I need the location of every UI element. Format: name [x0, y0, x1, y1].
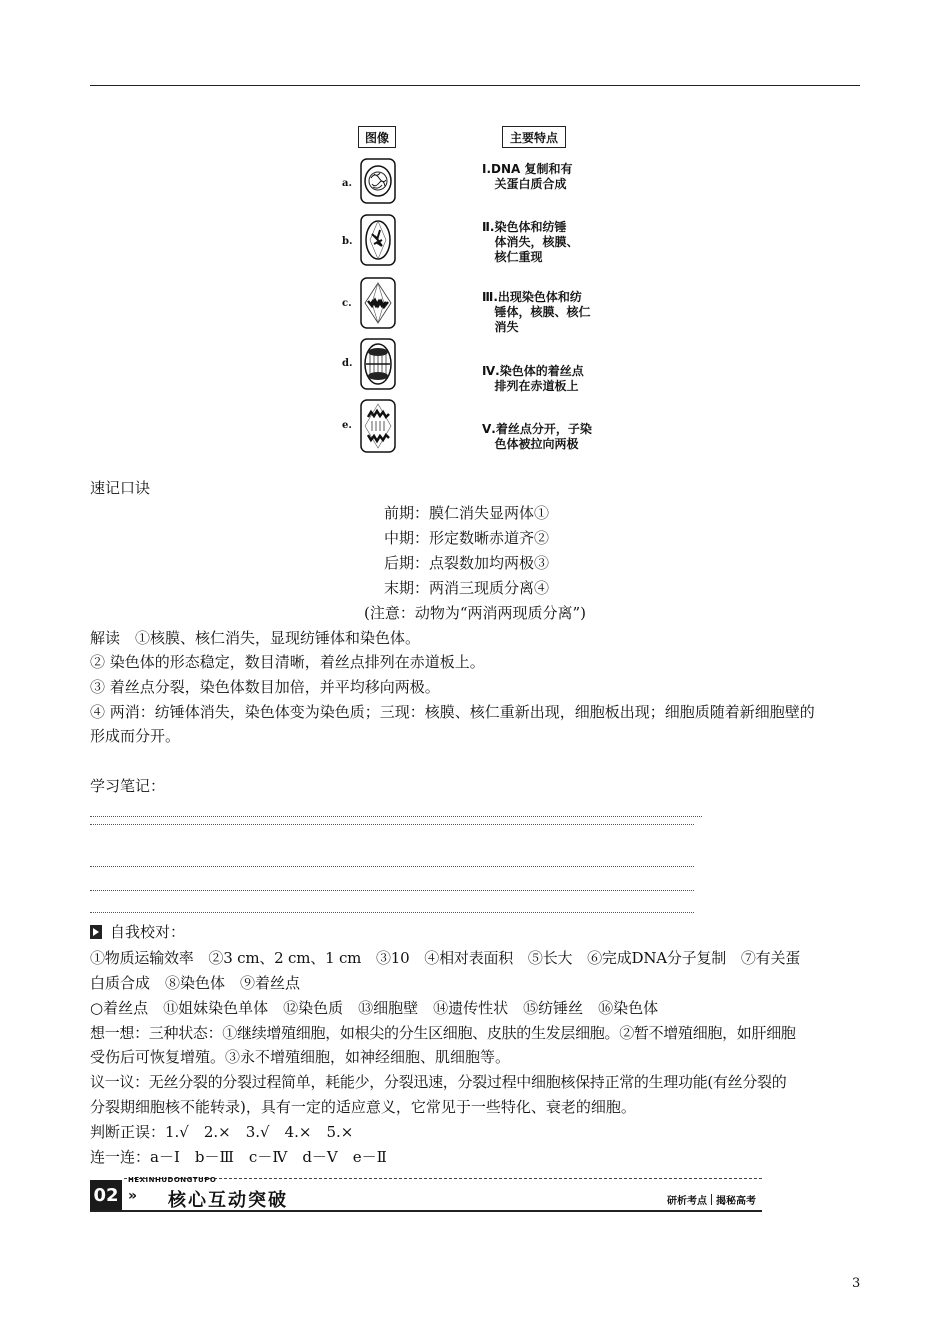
feature-3: Ⅲ.出现染色体和纺 锤体，核膜、核仁 消失: [482, 290, 591, 334]
self-check-title-text: 自我校对：: [110, 923, 186, 941]
self-check-line: 连一连：a－Ⅰ b－Ⅲ c－Ⅳ d－Ⅴ e－Ⅱ: [90, 1148, 387, 1166]
interpretation-line: 解读 ①核膜、核仁消失，显现纺锤体和染色体。: [90, 629, 421, 647]
tagline-separator: [711, 1194, 712, 1205]
mnemonic-line-telophase: 末期：两消三现质分离④: [384, 579, 550, 597]
self-check-line: 受伤后可恢复增殖。③永不增殖细胞，如神经细胞、肌细胞等。: [90, 1048, 511, 1066]
notes-line[interactable]: [90, 824, 694, 825]
feature-5: Ⅴ.着丝点分开，子染 色体被拉向两极: [482, 422, 592, 451]
self-check-line: 白质合成 ⑧染色体 ⑨着丝点: [90, 974, 301, 992]
mnemonic-line-anaphase: 后期：点裂数加均两极③: [384, 554, 550, 572]
self-check-line: 分裂期细胞核不能转录)，具有一定的适应意义，它常见于一些特化、衰老的细胞。: [90, 1098, 636, 1116]
feature-2: Ⅱ.染色体和纺锤 体消失，核膜、 核仁重现: [482, 220, 579, 264]
banner-bottom-rule: [90, 1210, 762, 1212]
double-chevron-icon: »: [128, 1188, 138, 1204]
row-label-e: e.: [342, 420, 352, 431]
figure-header-features: 主要特点: [502, 126, 566, 148]
top-rule: [90, 85, 860, 86]
mnemonic-title: 速记口诀: [90, 479, 151, 497]
section-number: 02: [90, 1180, 122, 1210]
cell-metaphase-image: [360, 277, 396, 329]
mnemonic-line-metaphase: 中期：形定数晰赤道齐②: [384, 529, 550, 547]
notes-line[interactable]: [90, 912, 694, 913]
cell-telophase-image: [360, 338, 396, 390]
feature-4: Ⅳ.染色体的着丝点 排列在赤道板上: [482, 364, 584, 393]
notes-line[interactable]: [90, 816, 702, 817]
tagline-part-1: 研析考点: [667, 1196, 707, 1207]
row-label-c: c.: [342, 298, 352, 309]
tagline-part-2: 揭秘高考: [716, 1196, 756, 1207]
self-check-line: 判断正误：1.√ 2.× 3.√ 4.× 5.×: [90, 1123, 354, 1141]
interpretation-line: ④ 两消：纺锤体消失，染色体变为染色质；三现：核膜、核仁重新出现，细胞板出现；细胞质随着新细胞壁的: [90, 703, 815, 721]
study-notes-label: 学习笔记：: [90, 777, 166, 795]
self-check-title: [90, 922, 185, 942]
section-pinyin: HEXINHUDONGTUPO: [128, 1176, 217, 1184]
self-check-line: 想一想：三种状态：①继续增殖细胞，如根尖的分生区细胞、皮肤的生发层细胞。②暂不增殖细胞，如肝细胞: [90, 1024, 796, 1042]
figure-header-image: 图像: [358, 126, 396, 148]
self-check-line: ○着丝点 ⑪姐妹染色单体 ⑫染色质 ⑬细胞壁 ⑭遗传性状 ⑮纺锤丝 ⑯染色体: [90, 999, 659, 1017]
cell-anaphase-image: [360, 399, 396, 453]
section-title: 核心互动突破: [168, 1190, 288, 1211]
cell-interphase-image: [360, 158, 396, 204]
cell-prophase-image: [360, 214, 396, 266]
row-label-b: b.: [342, 236, 353, 247]
page-number: 3: [852, 1276, 861, 1291]
mnemonic-line-prophase: 前期：膜仁消失显两体①: [384, 504, 550, 522]
row-label-d: d.: [342, 358, 353, 369]
banner-top-rule: [124, 1178, 762, 1179]
notes-line[interactable]: [90, 890, 694, 891]
row-label-a: a.: [342, 178, 352, 189]
self-check-line: 议一议：无丝分裂的分裂过程简单，耗能少，分裂迅速，分裂过程中细胞核保持正常的生理功能(有丝分裂的: [90, 1073, 787, 1091]
self-check-line: ①物质运输效率 ②3 cm、2 cm、1 cm ③10 ④相对表面积 ⑤长大 ⑥完成DNA分子复制 ⑦有关蛋: [90, 949, 801, 967]
mnemonic-note: (注意：动物为“两消两现质分离”): [363, 604, 587, 622]
interpretation-line: ② 染色体的形态稳定，数目清晰，着丝点排列在赤道板上。: [90, 653, 485, 671]
interpretation-line: ③ 着丝点分裂，染色体数目加倍，并平均移向两极。: [90, 678, 440, 696]
section-tagline: [667, 1192, 756, 1207]
notes-line[interactable]: [90, 866, 694, 867]
triangle-marker-icon: [90, 925, 102, 939]
mitosis-figure: [338, 122, 628, 460]
feature-1: Ⅰ.DNA 复制和有 关蛋白质合成: [482, 162, 573, 191]
section-banner: [90, 1176, 762, 1212]
interpretation-line: 形成而分开。: [90, 727, 181, 745]
